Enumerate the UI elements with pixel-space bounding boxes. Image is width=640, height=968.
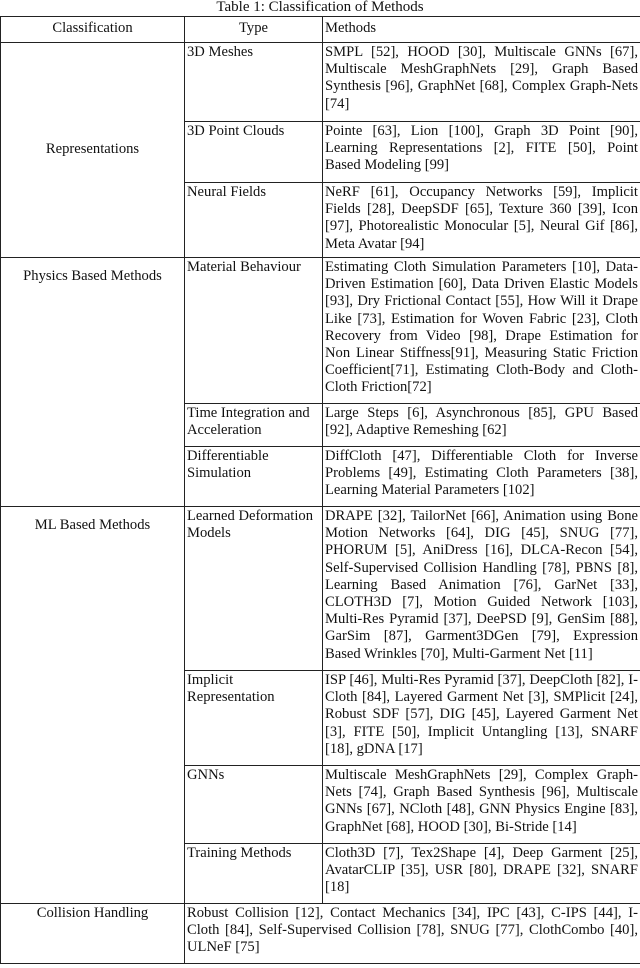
table-caption: Table 1: Classification of Methods	[216, 0, 424, 15]
methods-cell: DiffCloth [47], Differentiable Cloth for Inverse Problems [49], Estimating Cloth Parameters [38], Learning Material Parameters [102]	[323, 447, 640, 507]
classification-cell: Collision Handling	[1, 904, 185, 964]
type-cell: Learned Deformation Models	[185, 507, 323, 671]
methods-cell: Pointe [63], Lion [100], Graph 3D Point [90], Learning Representations [2], FITE [50], Point Based Modeling [99]	[323, 122, 640, 183]
type-cell: Differentiable Simulation	[185, 447, 323, 507]
methods-cell: SMPL [52], HOOD [30], Multiscale GNNs [67], Multiscale MeshGraphNets [29], Graph Based Synthesis [96], GraphNet [68], Complex Graph-Nets [74]	[323, 43, 640, 122]
table-row	[1, 507, 640, 671]
classification-cell: Representations	[1, 43, 185, 258]
table-row	[1, 904, 640, 964]
methods-cell: Estimating Cloth Simulation Parameters [10], Data-Driven Estimation [60], Data Driven Elastic Models [93], Dry Frictional Contact [55], How Will it Drape Like [73], Estimation for Woven Fabric [23], Cloth Recovery from Video [98], Drape Estimation for Non Linear Stiffness[91], Measuring Static Friction Coefficient[71], Estimating Cloth-Body and Cloth-Cloth Friction[72]	[323, 258, 640, 404]
methods-cell: Robust Collision [12], Contact Mechanics [34], IPC [43], C-IPS [44], I-Cloth [84], Self-Supervised Collision [78], SNUG [77], ClothCombo [40], ULNeF [75]	[185, 904, 640, 964]
type-cell: Neural Fields	[185, 183, 323, 258]
methods-cell: DRAPE [32], TailorNet [66], Animation using Bone Motion Networks [64], DIG [45], SNUG [77], PHORUM [5], AniDress [16], DLCA-Recon [54], Self-Supervised Collision Handling [78], PBNS [8], Learning Based Animation [76], GarNet [33], CLOTH3D [7], Motion Guided Network [103], Multi-Res Pyramid [37], DeePSD [9], GenSim [88], GarSim [87], Garment3DGen [79], Expression Based Wrinkles [70], Multi-Garment Net [11]	[323, 507, 640, 671]
type-cell: 3D Meshes	[185, 43, 323, 122]
header-classification: Classification	[1, 17, 185, 43]
header-type: Type	[185, 17, 323, 43]
methods-cell: Multiscale MeshGraphNets [29], Complex Graph-Nets [74], Graph Based Synthesis [96], Multiscale GNNs [67], NCloth [48], GNN Physics Engine [83], GraphNet [68], HOOD [30], Bi-Stride [14]	[323, 766, 640, 844]
table-row	[1, 258, 640, 404]
methods-cell: Cloth3D [7], Tex2Shape [4], Deep Garment [25], AvatarCLIP [35], USR [80], DRAPE [32], SNARF [18]	[323, 844, 640, 904]
type-cell: Training Methods	[185, 844, 323, 904]
table-header-row	[1, 17, 640, 43]
type-cell: Material Behaviour	[185, 258, 323, 404]
methods-cell: ISP [46], Multi-Res Pyramid [37], DeepCloth [82], I-Cloth [84], Layered Garment Net [3], SMPlicit [24], Robust SDF [57], DIG [45], Layered Garment Net [3], FITE [50], Implicit Untangling [13], SNARF [18], gDNA [17]	[323, 671, 640, 766]
classification-cell: ML Based Methods	[1, 507, 185, 904]
header-methods: Methods	[323, 17, 640, 43]
type-cell: Implicit Representation	[185, 671, 323, 766]
classification-table	[0, 16, 640, 964]
type-cell: Time Integration and Acceleration	[185, 404, 323, 447]
table-row	[1, 43, 640, 122]
type-cell: 3D Point Clouds	[185, 122, 323, 183]
classification-cell: Physics Based Methods	[1, 258, 185, 507]
methods-cell: NeRF [61], Occupancy Networks [59], Implicit Fields [28], DeepSDF [65], Texture 360 [39], Icon [97], Photorealistic Monocular [5], Neural Gif [86], Meta Avatar [94]	[323, 183, 640, 258]
type-cell: GNNs	[185, 766, 323, 844]
methods-cell: Large Steps [6], Asynchronous [85], GPU Based [92], Adaptive Remeshing [62]	[323, 404, 640, 447]
